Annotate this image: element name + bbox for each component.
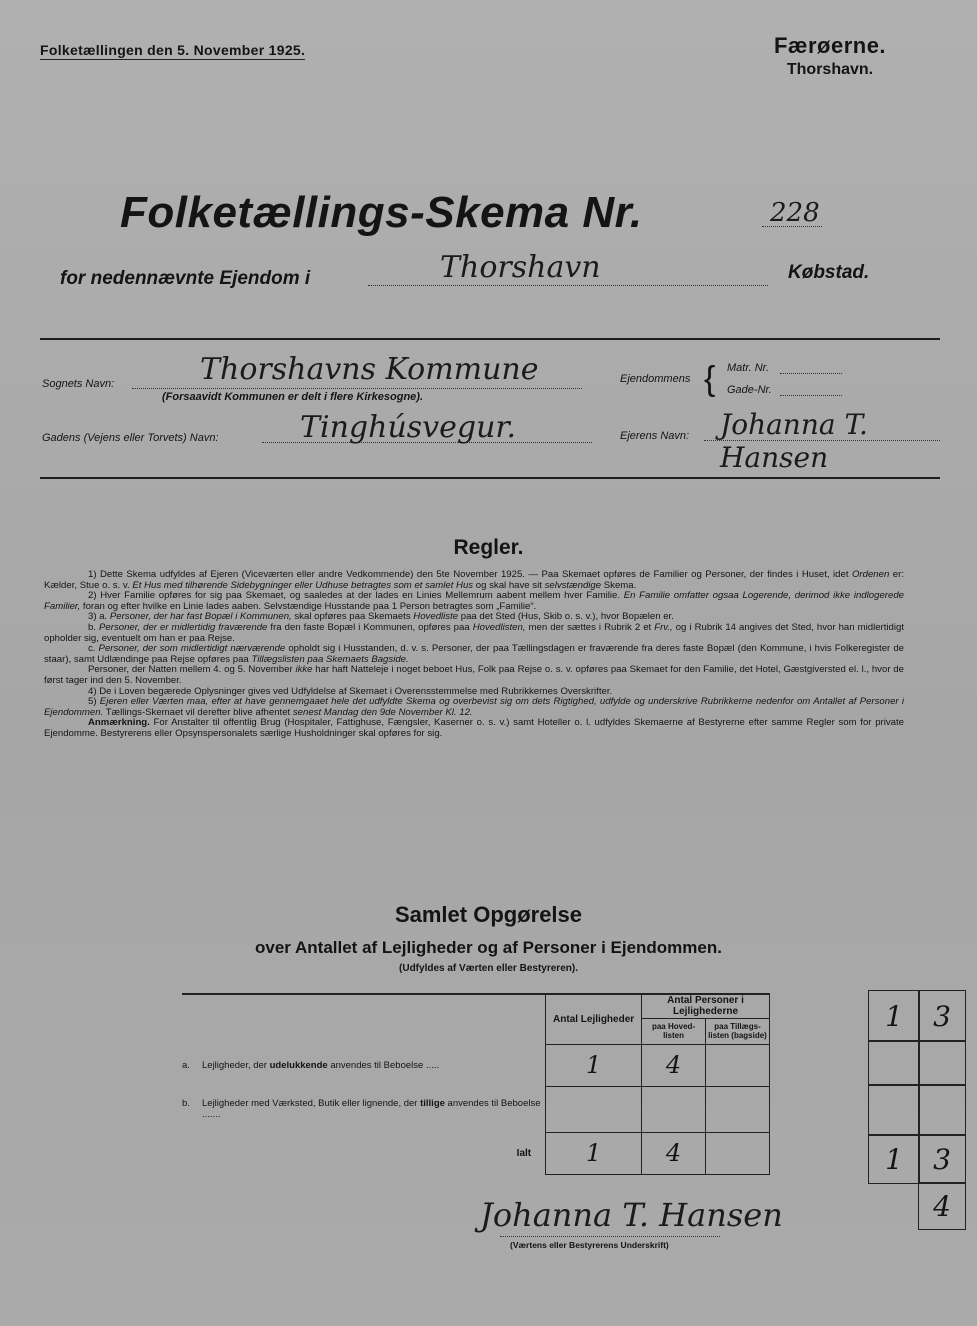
sogn-note: (Forsaavidt Kommunen er delt i flere Kirkesogne). bbox=[162, 391, 424, 403]
a-lejligheder-value: 1 bbox=[546, 1044, 642, 1086]
rule-3b: b. Personer, der er midlertidig fraværende fra den faste Bopæl i Kommunen, opføres paa Hovedlisten, men der sættes i Rubrik 2 et Frv., og i Rubrik 14 angives det Sted, hvor han midlertidigt opholder sig, eventuelt om han er paa Rejse. bbox=[44, 621, 904, 644]
kobstad-label: Købstad. bbox=[788, 262, 870, 283]
rule-3a: 3) a. Personer, der har fast Bopæl i Kommunen, skal opføres paa Skemaets Hovedliste paa det Sted (Hus, Skib o. s. v.), hvor Bopælen er. bbox=[88, 611, 674, 623]
rule-3c: c. Personer, der som midlertidigt nærværende opholdt sig i Husstanden, d. v. s. Personer, der paa Tællingsdagen er fraværende fra deres faste Bopæl (den Kommune, i hvis Folkeregister de staar), samt Udlændinge paa Rejse opføres paa Tillægslisten paa Skemaets Bagside. bbox=[44, 643, 904, 665]
tally-r2c2 bbox=[918, 1040, 966, 1086]
col-personer-header: Antal Personer i Lejlighederne bbox=[642, 994, 770, 1018]
rule-1: 1) Dette Skema udfyldes af Ejeren (Viceværten eller andre Vedkommende) den 5te November 1925. — Paa Skemaet opføres de Familier og Personer, der findes i Huset, idet Ordenen er: Kælder, Stue o. s. v. Et Hus med tilhørende Sidebygninger eller Udhuse betragtes som et samlet Hus og skal have sit selvstændige Skema. bbox=[44, 569, 904, 591]
form-number-line bbox=[762, 226, 822, 227]
tally-r3c1: 1 bbox=[868, 1134, 920, 1184]
summary-title: Samlet Opgørelse bbox=[394, 902, 583, 927]
table-row-a: a. Lejligheder, der udelukkende anvendes til Beboelse ..... 1 4 bbox=[182, 1044, 770, 1086]
rule-5: 5) Ejeren eller Værten maa, efter at have gennemgaaet hele det udfyldte Skema og overbevist sig om dets Rigtighed, udfylde og underskrive Rubrikkerne nedenfor om Antallet af Personer i Ejendommen. Tællings-Skemaet vil derefter blive afhentet senest Mandag den 9de November Kl. 12. bbox=[44, 696, 905, 718]
sogn-line bbox=[132, 388, 582, 389]
gade-nr-label: Gade-Nr. bbox=[727, 384, 772, 396]
form-number-value: 228 bbox=[770, 198, 820, 228]
annotation: Anmærkning. For Anstalter til offentlig Brug (Hospitaler, Fattighuse, Fængsler, Kaserner o. s. v.) samt Hoteller o. l. udfyldes Skemaerne af Bestyrerne efter samme Regler som for private Ejendomme. Bestyrerens eller Opsynspersonalets særlige Husholdninger skal opføres for sig. bbox=[44, 717, 904, 739]
matr-label: Matr. Nr. bbox=[727, 362, 769, 374]
matr-line bbox=[780, 373, 842, 374]
town-value: Thorshavn bbox=[440, 250, 601, 285]
summary-table bbox=[182, 993, 770, 1175]
property-label: for nedennævnte Ejendom i bbox=[60, 268, 311, 289]
ejer-value: Johanna T. Hansen bbox=[720, 408, 868, 474]
col-hovedlisten-header: paa Hoved-listen bbox=[642, 1018, 706, 1044]
rule-4: 4) De i Loven begærede Oplysninger gives ved Udfyldelse af Skemaet i Overensstemmelse med Rubrikkernes Overskrifter. bbox=[88, 685, 613, 697]
form-title: Folketællings-Skema Nr. bbox=[120, 188, 643, 237]
tally-r3c0b bbox=[918, 1084, 966, 1136]
col-lejligheder-header: Antal Lejligheder bbox=[546, 994, 642, 1044]
side-tally-box bbox=[868, 990, 966, 1236]
census-date-header: Folketællingen den 5. November 1925. bbox=[40, 42, 306, 58]
summary-subtitle: over Antallet af Lejligheder og af Personer i Ejendommen. bbox=[255, 938, 722, 957]
table-row-ialt bbox=[182, 1132, 770, 1174]
table-row-b: b. Lejligheder med Værksted, Butik eller lignende, der tillige anvendes til Beboelse ....... bbox=[182, 1086, 770, 1132]
tally-r1c2: 3 bbox=[918, 990, 966, 1042]
top-divider bbox=[40, 338, 940, 340]
gade-label: Gadens (Vejens eller Torvets) Navn: bbox=[42, 432, 219, 444]
location-header bbox=[760, 33, 900, 79]
town-line bbox=[368, 285, 768, 286]
signature-caption: (Værtens eller Bestyrerens Underskrift) bbox=[510, 1240, 669, 1250]
sogn-value: Thorshavns Kommune bbox=[200, 352, 539, 387]
tally-r3c2: 3 bbox=[918, 1134, 966, 1184]
bottom-divider bbox=[40, 477, 940, 479]
a-hovedlisten-value: 4 bbox=[642, 1044, 706, 1086]
ialt-hovedlisten-value: 4 bbox=[642, 1132, 706, 1174]
ialt-label: Ialt bbox=[182, 1132, 546, 1174]
col-tillaeg-header: paa Tillægs-listen (bagside) bbox=[706, 1018, 770, 1044]
ejendommens-label: Ejendommens bbox=[620, 373, 691, 385]
sogn-label: Sognets Navn: bbox=[42, 378, 115, 390]
rule-3d: Personer, der Natten mellem 4. og 5. November ikke har haft Natteleje i noget beboet Hus, Folk paa Rejse o. s. v. opføres paa Skemaet for den Familie, det Hotel, Gæstgiversted el. l., hvor de først tager ind den 5. November. bbox=[44, 664, 904, 686]
regler-title: Regler. bbox=[453, 536, 524, 559]
gade-value: Tinghúsvegur. bbox=[300, 410, 516, 445]
city-label: Thorshavn. bbox=[786, 61, 874, 78]
region-label: Færøerne. bbox=[773, 33, 887, 58]
ejer-label: Ejerens Navn: bbox=[620, 430, 690, 442]
ialt-lejligheder-value: 1 bbox=[546, 1132, 642, 1174]
tally-r1c1: 1 bbox=[868, 990, 920, 1042]
tally-r3c0 bbox=[868, 1084, 920, 1136]
signature-value: Johanna T. Hansen bbox=[480, 1196, 783, 1234]
rule-2: 2) Hver Familie opføres for sig paa Skemaet, og saaledes at der lades en Linies Mellemrum aabent mellem hver Familie. En Familie omfatter ogsaa Logerende, derimod ikke indlogerede Familier, foran og efter hvilke en Linie lades aaben. Selvstændige Husstande paa 1 Person betragtes som „Familie“. bbox=[44, 590, 904, 612]
tally-r2c1 bbox=[868, 1040, 920, 1086]
signature-line bbox=[500, 1236, 720, 1237]
rules-text bbox=[44, 570, 904, 740]
summary-note: (Udfyldes af Værten eller Bestyreren). bbox=[399, 963, 578, 974]
gade-nr-line bbox=[780, 395, 842, 396]
brace-symbol: { bbox=[704, 360, 716, 398]
tally-r4c2: 4 bbox=[918, 1182, 966, 1230]
